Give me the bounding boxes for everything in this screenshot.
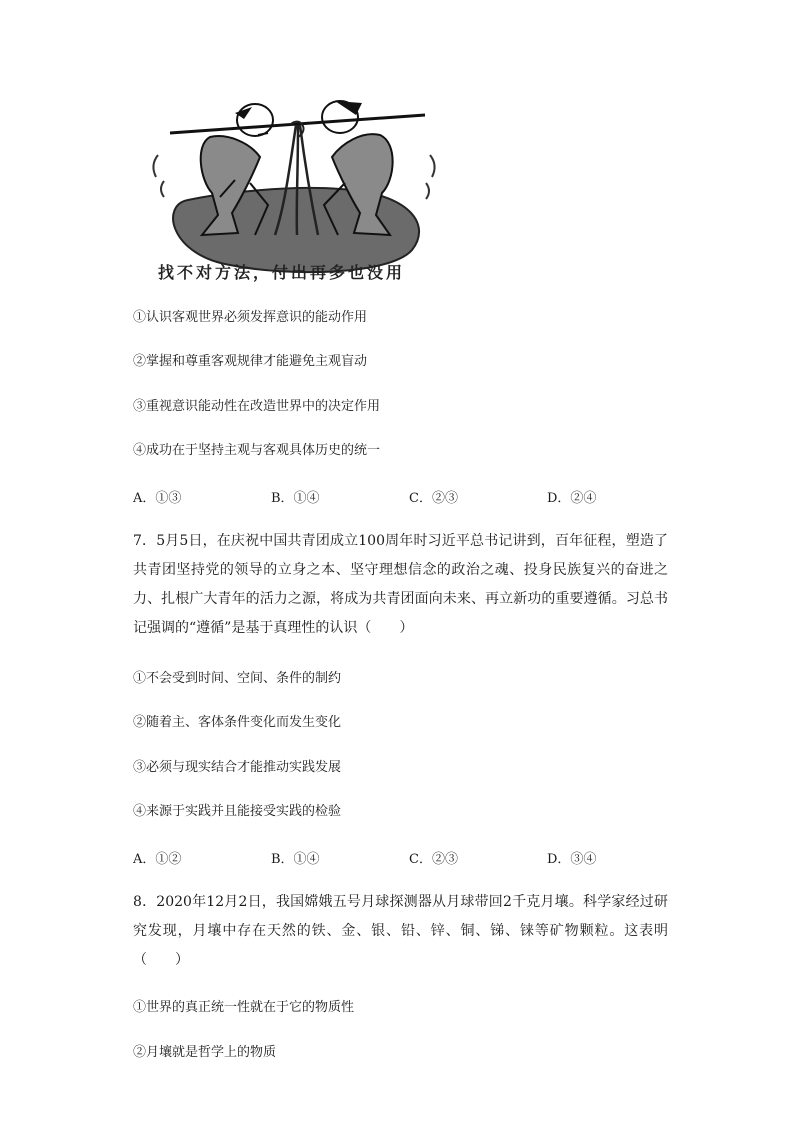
q6-option-b[interactable]: B．①④ [271, 491, 320, 506]
q7-statement-2: ②随着主、客体条件变化而发生变化 [133, 715, 342, 730]
q7-option-a[interactable]: A．①② [133, 852, 182, 867]
q6-option-a[interactable]: A．①③ [133, 491, 182, 506]
q7-option-c[interactable]: C．②③ [409, 852, 458, 867]
q7-statement-4: ④来源于实践并且能接受实践的检验 [133, 804, 342, 819]
q6-statement-2: ②掌握和尊重客观规律才能避免主观盲动 [133, 354, 368, 369]
q6-statement-1: ①认识客观世界必须发挥意识的能动作用 [133, 310, 368, 325]
q8-statement-2: ②月壤就是哲学上的物质 [133, 1045, 277, 1060]
q6-option-c[interactable]: C．②③ [409, 491, 458, 506]
q7-stem: 7．5月5日，在庆祝中国共青团成立100周年时习近平总书记讲到，百年征程，塑造了共青团坚持党的领导的立身之本、坚守理想信念的政治之魂、投身民族复兴的奋进之力、扎根广大青年的活力之源，将成为共青团面向未来、再立新功的重要遵循。习总书记强调的“遵循”是基于真理性的认识（ ） [133, 533, 668, 636]
q7-statement-1: ①不会受到时间、空间、条件的制约 [133, 671, 342, 686]
q7-options [133, 848, 693, 866]
q8-statement-1: ①世界的真正统一性就在于它的物质性 [133, 1000, 355, 1015]
q6-option-d[interactable]: D．②④ [547, 491, 597, 506]
q7-option-b[interactable]: B．①④ [271, 852, 320, 867]
q6-options [133, 487, 693, 505]
q8-stem: 8．2020年12月2日，我国嫦娥五号月球探测器从月球带回2千克月壤。科学家经过研究发现，月壤中存在天然的铁、金、银、铅、锌、铜、锑、铼等矿物颗粒。这表明（ ） [133, 894, 668, 968]
q7-statement-3: ③必须与现实结合才能推动实践发展 [133, 760, 342, 775]
q7-option-d[interactable]: D．③④ [547, 852, 597, 867]
q6-statement-3: ③重视意识能动性在改造世界中的决定作用 [133, 399, 381, 414]
cartoon-caption: 找不对方法，付出再多也没用 [158, 263, 406, 282]
q6-statement-4: ④成功在于坚持主观与客观具体历史的统一 [133, 443, 381, 458]
